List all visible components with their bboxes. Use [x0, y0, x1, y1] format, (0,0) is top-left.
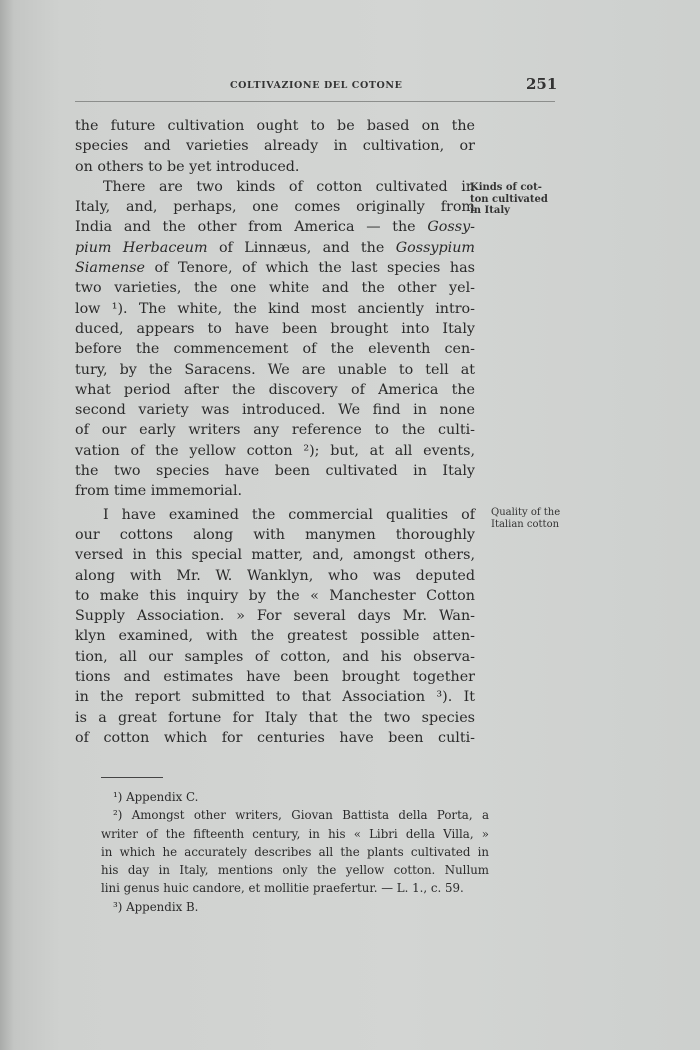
text-line: pium Herbaceum of Linnæus, and the Gossypium: [75, 239, 475, 256]
text-line: before the commencement of the eleventh cen-: [75, 341, 475, 358]
margin-note-kinds: [470, 182, 548, 217]
footnote-line: writer of the fifteenth century, in his « Libri della Villa, »: [101, 826, 489, 841]
text-line: klyn examined, with the greatest possible atten-: [75, 628, 475, 645]
text-line: of cotton which for centuries have been culti-: [75, 729, 475, 746]
text-line: second variety was introduced. We find in none: [75, 402, 475, 419]
text-line: I have examined the commercial qualities of: [103, 506, 475, 523]
text-line: from time immemorial.: [75, 483, 243, 500]
text-line: tions and estimates have been brought together: [75, 669, 475, 686]
footnote-line: ¹) Appendix C.: [113, 790, 199, 804]
text-line: India and the other from America — the Gossy-: [75, 219, 475, 236]
footnote-line: his day in Italy, mentions only the yellow cotton. Nullum: [101, 863, 489, 878]
footnote-rule: [101, 777, 163, 778]
margin-note-line: Italian cotton: [491, 518, 560, 530]
footnotes: [101, 788, 489, 916]
header-rule: [75, 101, 555, 102]
margin-note-line: ton cultivated: [470, 193, 548, 205]
body-text: [75, 116, 475, 748]
text-line: of our early writers any reference to the culti-: [75, 422, 475, 439]
page-number: 251: [526, 75, 558, 93]
footnote-line: lini genus huic candore, et mollitie praefertur. — L. 1., c. 59.: [101, 881, 464, 896]
text-line: low ¹). The white, the kind most anciently intro-: [75, 300, 475, 317]
text-line: Siamense of Tenore, of which the last species has: [75, 260, 475, 277]
margin-note-line: Kinds of cot-: [470, 182, 542, 193]
text-line: two varieties, the one white and the other yel-: [75, 280, 475, 297]
text-line: tury, by the Saracens. We are unable to tell at: [75, 361, 475, 378]
text-line: to make this inquiry by the « Manchester Cotton: [75, 587, 475, 604]
text-line: Italy, and, perhaps, one comes originally from: [75, 199, 475, 216]
text-line: There are two kinds of cotton cultivated in: [103, 178, 475, 195]
text-line: is a great fortune for Italy that the two species: [75, 709, 475, 726]
text-line: tion, all our samples of cotton, and his observa-: [75, 648, 475, 665]
text-line: species and varieties already in cultivation, or: [75, 138, 475, 155]
text-line: what period after the discovery of America the: [75, 381, 475, 398]
text-line: along with Mr. W. Wanklyn, who was deputed: [75, 567, 475, 584]
text-line: the future cultivation ought to be based on the: [75, 118, 475, 134]
footnote-line: ²) Amongst other writers, Giovan Battista della Porta, a: [113, 808, 489, 823]
footnote-line: in which he accurately describes all the plants cultivated in: [101, 844, 489, 859]
running-head: COLTIVAZIONE DEL COTONE: [230, 80, 403, 91]
margin-note-line: Quality of the: [491, 507, 561, 518]
margin-note-line: in Italy: [470, 205, 510, 216]
margin-note-quality: [491, 507, 560, 530]
text-line: versed in this special matter, and, amongst others,: [75, 547, 475, 564]
text-line: duced, appears to have been brought into Italy: [75, 320, 475, 337]
footnote-line: ³) Appendix B.: [113, 899, 199, 914]
text-line: in the report submitted to that Association ³). It: [75, 689, 475, 706]
text-line: our cottons along with manymen thoroughly: [75, 526, 475, 543]
text-line: vation of the yellow cotton ²); but, at all events,: [75, 442, 475, 459]
text-line: on others to be yet introduced.: [75, 158, 300, 175]
text-line: the two species have been cultivated in Italy: [75, 463, 475, 480]
text-line: Supply Association. » For several days Mr. Wan-: [75, 608, 475, 625]
